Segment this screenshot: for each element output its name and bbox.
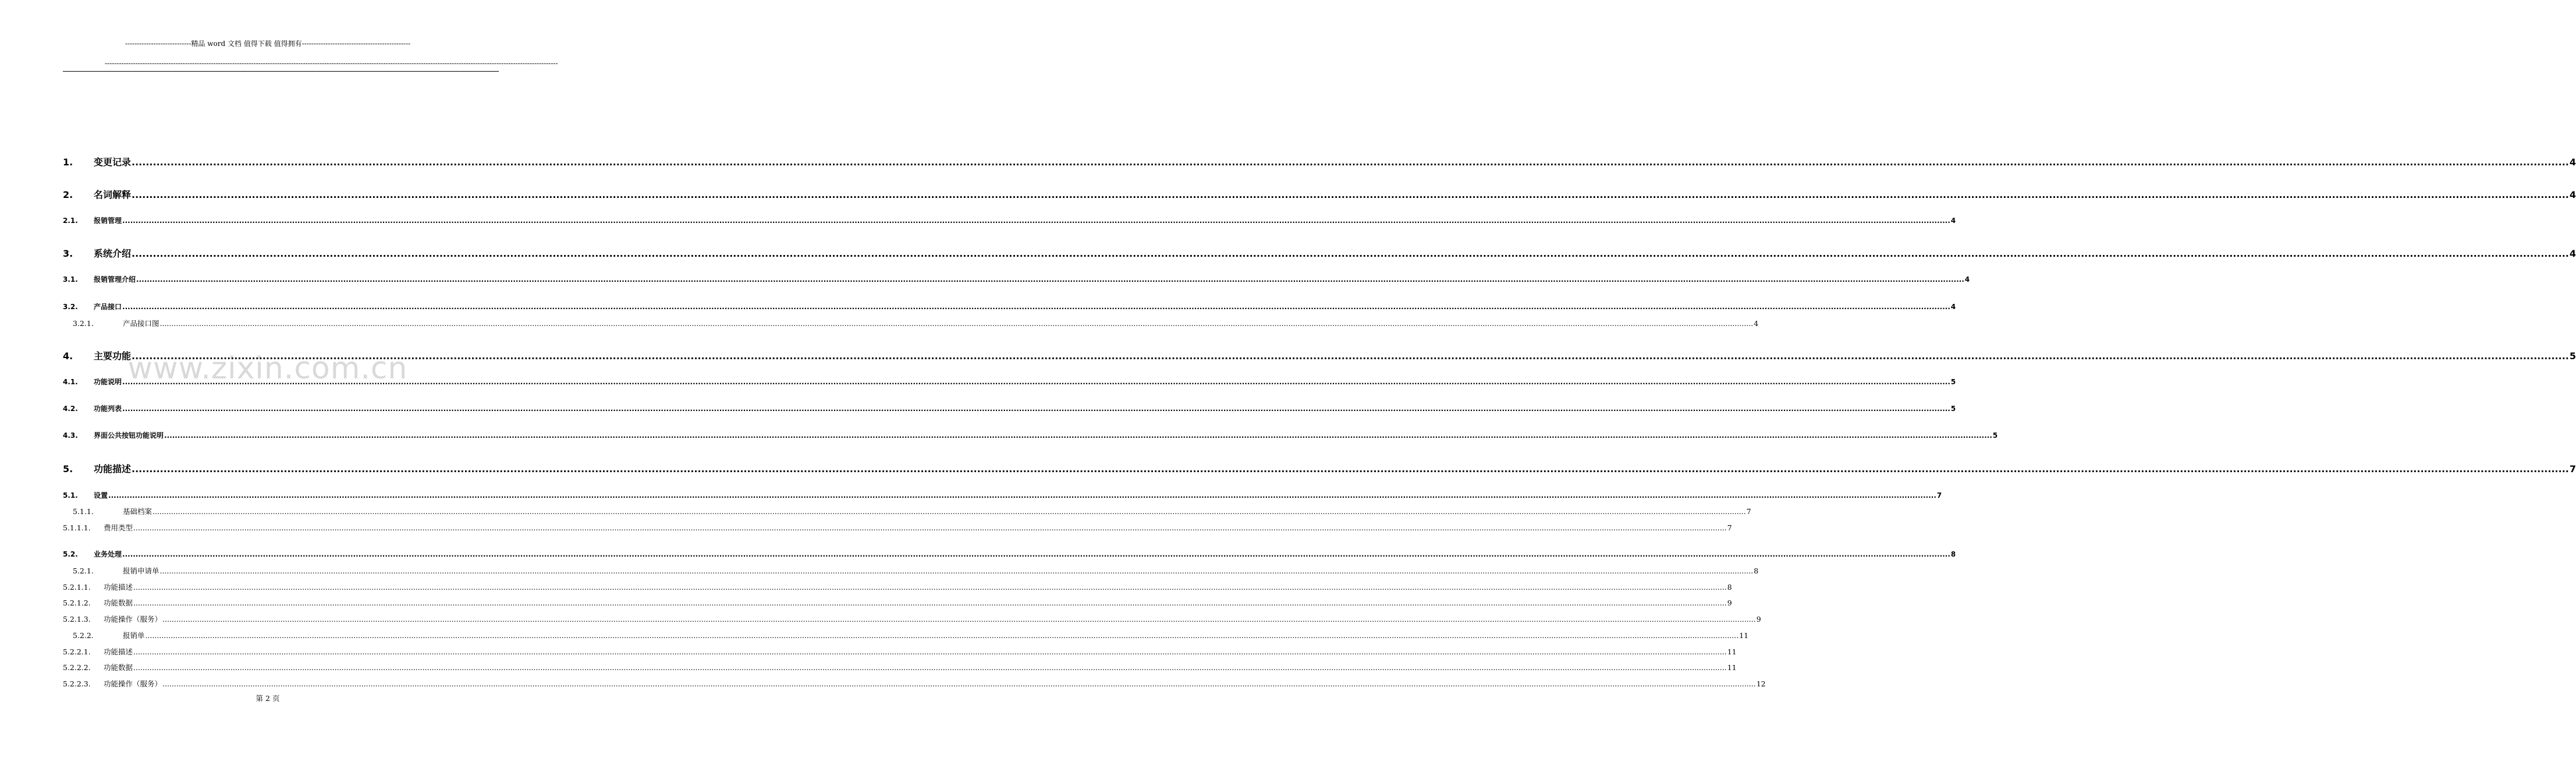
toc-number: 3.2.1. [73,319,94,328]
toc-label: 报销管理 [94,217,122,225]
toc-label: 报销单 [123,631,145,640]
toc-page: 7 [1727,523,1732,532]
toc-entry[interactable] [63,565,1759,576]
toc-leader [164,431,1992,440]
toc-label: 功能数据 [104,663,133,672]
toc-label: 功能说明 [94,378,122,386]
toc-label: 设置 [94,491,108,500]
toc-leader [162,615,1756,624]
toc-leader [122,303,1950,311]
toc-leader [108,491,1936,500]
toc-entry[interactable] [63,522,1732,533]
toc-entry[interactable] [63,662,1737,672]
toc-page: 4 [1754,319,1759,328]
toc-page: 7 [2569,463,2576,474]
toc-number: 2.1. [63,217,78,225]
toc-label: 产品接口 [94,303,122,311]
toc-label: 名词解释 [94,189,132,200]
toc-leader [133,663,1727,672]
toc-entry[interactable] [63,274,1970,284]
toc-label: 基础档案 [123,507,152,516]
toc-leader [122,378,1950,386]
toc-entry[interactable] [63,506,1751,516]
toc-page: 4 [1950,217,1956,225]
page-header-text: ----------------------------精品 word 文档 值得下载 值得拥有---------------------------------------------- [125,40,411,48]
toc-label: 功能数据 [104,598,133,607]
toc-page: 5 [1992,431,1998,440]
toc-number: 5.1.1.1. [63,523,91,532]
toc-entry[interactable] [63,403,1956,413]
toc-label: 产品接口图 [123,319,159,328]
toc-leader [132,157,2569,168]
toc-label: 业务处理 [94,550,122,558]
toc-label: 功能描述 [104,647,133,656]
toc-number: 4.1. [63,378,78,386]
toc-page: 12 [1756,679,1766,688]
toc-leader [122,217,1950,225]
toc-label: 功能操作（服务） [104,679,162,688]
toc-page: 5 [1950,378,1956,386]
toc-entry[interactable] [63,462,2576,475]
toc-page: 8 [1950,550,1956,558]
page-footer: 第 2 页 [256,694,280,703]
toc-page: 4 [1950,303,1956,311]
toc-leader [133,647,1727,656]
toc-number: 5.1. [63,491,78,500]
toc-number: 5. [63,463,73,474]
toc-label: 功能描述 [104,583,133,591]
toc-page: 8 [1727,583,1732,591]
toc-page: 4 [2569,248,2576,259]
toc-label: 报销管理介绍 [94,275,136,284]
toc-entry[interactable] [63,302,1956,311]
toc-leader [146,631,1739,640]
toc-number: 3.2. [63,303,78,311]
toc-page: 4 [2569,189,2576,200]
toc-leader [160,566,1754,575]
toc-page: 7 [1936,491,1942,500]
toc-leader [132,463,2569,474]
toc-entry[interactable] [63,582,1732,592]
toc-leader [132,350,2569,362]
toc-number: 5.2.1.3. [63,615,91,624]
toc-number: 1. [63,157,73,168]
toc-number: 5.2. [63,550,78,558]
toc-number: 2. [63,189,73,200]
toc-page: 11 [1727,647,1737,656]
toc-number: 5.2.1. [73,566,94,575]
toc-entry[interactable] [63,549,1956,559]
toc-leader [133,583,1727,591]
toc-page: 11 [1727,663,1737,672]
toc-leader [133,523,1727,532]
toc-entry[interactable] [63,630,1749,640]
toc-label: 功能列表 [94,405,122,413]
toc-entry[interactable] [63,318,1759,328]
toc-leader [136,275,1964,284]
watermark: www.zixin.com.cn [127,351,408,386]
toc-entry[interactable] [63,597,1732,608]
toc-entry[interactable] [63,430,1998,440]
toc-entry[interactable] [63,349,2576,362]
toc-label: 界面公共按钮功能说明 [94,431,164,440]
toc-entry[interactable] [63,614,1761,624]
toc-number: 4. [63,350,73,362]
toc-number: 3. [63,248,73,259]
toc-entry[interactable] [63,678,1766,689]
toc-entry[interactable] [63,646,1737,657]
toc-leader [132,248,2569,259]
toc-number: 3.1. [63,275,78,284]
toc-page: 9 [1727,598,1732,607]
toc-label: 功能描述 [94,463,132,474]
toc-number: 5.2.2.1. [63,647,91,656]
toc-leader [132,189,2569,200]
toc-label: 变更记录 [94,157,132,168]
toc-page: 7 [1746,507,1751,516]
toc-leader [122,405,1950,413]
toc-entry[interactable] [63,490,1942,500]
toc-leader [160,319,1754,328]
toc-number: 4.3. [63,431,78,440]
toc-label: 主要功能 [94,350,132,362]
toc-leader [162,679,1756,688]
toc-page: 4 [2569,157,2576,168]
toc-page: 8 [1754,566,1759,575]
toc-entry[interactable] [63,246,2576,260]
toc-page: 4 [1964,275,1970,284]
toc-number: 5.2.2.3. [63,679,91,688]
page-header-dashes: ------------------------------------------------------------------------------------------------------------------------------------------------------------------------------------------------ [105,59,558,68]
toc-page: 5 [2569,350,2576,362]
toc-number: 5.2.1.2. [63,598,91,607]
toc-leader [133,598,1727,607]
toc-page: 9 [1756,615,1761,624]
toc-leader [122,550,1950,558]
toc-entry[interactable] [63,215,1956,225]
toc-label: 费用类型 [104,523,133,532]
toc-page: 11 [1739,631,1749,640]
toc-number: 4.2. [63,405,78,413]
toc-label: 报销申请单 [123,566,159,575]
toc-label: 系统介绍 [94,248,132,259]
toc-label: 功能操作（服务） [104,615,162,624]
toc-entry[interactable] [63,187,2576,201]
toc-entry[interactable] [63,155,2576,168]
toc-number: 5.1.1. [73,507,94,516]
toc-entry[interactable] [63,377,1956,387]
toc-number: 5.2.1.1. [63,583,91,591]
toc-leader [152,507,1746,516]
toc-number: 5.2.2.2. [63,663,91,672]
toc-page: 5 [1950,405,1956,413]
toc-number: 5.2.2. [73,631,94,640]
